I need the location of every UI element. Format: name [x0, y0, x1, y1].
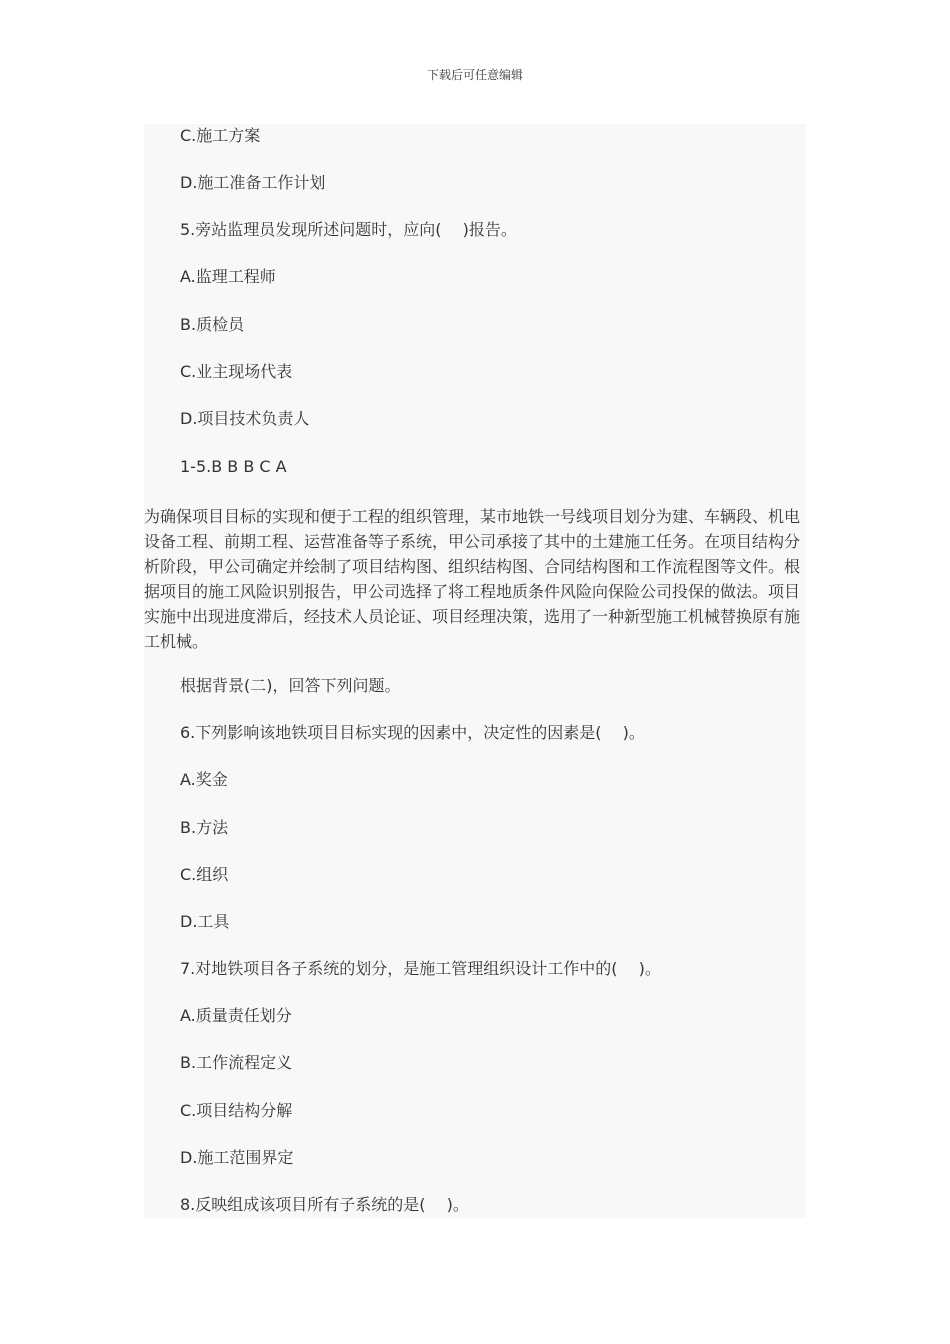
option-c-owner-representative: C.业主现场代表	[180, 362, 293, 381]
option-a-bonus: A.奖金	[180, 770, 228, 789]
background-instruction: 根据背景(二)，回答下列问题。	[180, 676, 401, 695]
option-d-preparation-plan: D.施工准备工作计划	[180, 173, 326, 192]
option-b-method: B.方法	[180, 818, 229, 837]
option-c-project-structure: C.项目结构分解	[180, 1101, 293, 1120]
background-paragraph: 为确保项目目标的实现和便于工程的组织管理，某市地铁一号线项目划分为建、车辆段、机电设备工程、前期工程、运营准备等子系统，甲公司承接了其中的土建施工任务。在项目结构分析阶段，甲公司确定并绘制了项目结构图、组织结构图、合同结构图和工作流程图等文件。根据项目的施工风险识别报告，甲公司选择了将工程地质条件风险向保险公司投保的做法。项目实施中出现进度滞后，经技术人员论证、项目经理决策，选用了一种新型施工机械替换原有施工机械。	[144, 507, 801, 651]
option-c-organization: C.组织	[180, 865, 229, 884]
option-b-workflow-definition: B.工作流程定义	[180, 1053, 293, 1072]
option-d-scope-definition: D.施工范围界定	[180, 1148, 294, 1167]
question-7: 7.对地铁项目各子系统的划分，是施工管理组织设计工作中的( )。	[180, 959, 661, 978]
option-b-quality-inspector: B.质检员	[180, 315, 245, 334]
content-panel	[144, 124, 806, 1218]
option-d-technical-lead: D.项目技术负责人	[180, 409, 310, 428]
answer-key-1-5: 1-5.B B B C A	[180, 457, 287, 476]
option-a-quality-responsibility: A.质量责任划分	[180, 1006, 292, 1025]
question-8: 8.反映组成该项目所有子系统的是( )。	[180, 1195, 469, 1214]
question-5: 5.旁站监理员发现所述问题时，应向( )报告。	[180, 220, 517, 239]
option-c-construction-plan: C.施工方案	[180, 126, 261, 145]
option-d-tools: D.工具	[180, 912, 230, 931]
option-a-supervising-engineer: A.监理工程师	[180, 267, 276, 286]
page-header: 下载后可任意编辑	[426, 68, 523, 82]
question-6: 6.下列影响该地铁项目目标实现的因素中，决定性的因素是( )。	[180, 723, 645, 742]
